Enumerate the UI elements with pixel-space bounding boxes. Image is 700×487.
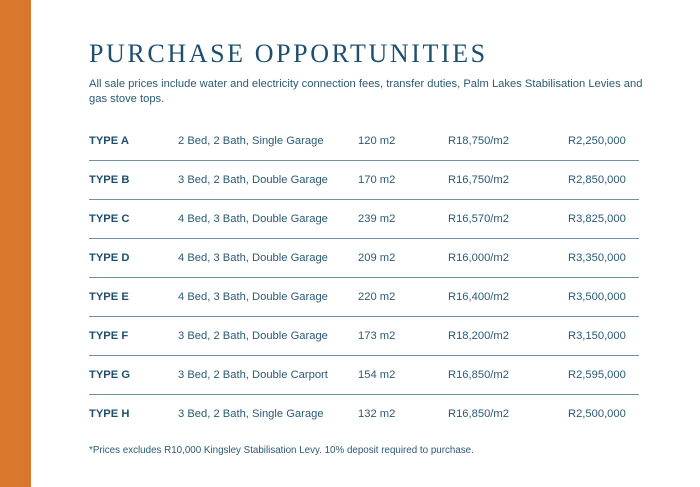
table-row (89, 317, 639, 356)
unit-description: 3 Bed, 2 Bath, Single Garage (178, 408, 324, 420)
unit-price: R3,825,000 (568, 213, 626, 225)
unit-size: 209 m2 (358, 252, 396, 264)
unit-description: 3 Bed, 2 Bath, Double Carport (178, 369, 328, 381)
unit-price: R2,595,000 (568, 369, 626, 381)
table-row (89, 122, 639, 161)
unit-type: TYPE F (89, 330, 129, 342)
unit-description: 4 Bed, 3 Bath, Double Garage (178, 252, 328, 264)
unit-size: 154 m2 (358, 369, 396, 381)
unit-rate: R18,750/m2 (448, 135, 509, 147)
table-row (89, 395, 639, 433)
unit-description: 4 Bed, 3 Bath, Double Garage (178, 291, 328, 303)
table-row (89, 161, 639, 200)
unit-description: 3 Bed, 2 Bath, Double Garage (178, 330, 328, 342)
unit-size: 170 m2 (358, 174, 396, 186)
unit-price: R3,350,000 (568, 252, 626, 264)
unit-type: TYPE A (89, 135, 129, 147)
table-row (89, 356, 639, 395)
footnote: *Prices excludes R10,000 Kingsley Stabilisation Levy. 10% deposit required to purchase. (89, 445, 474, 456)
unit-price: R2,850,000 (568, 174, 626, 186)
unit-size: 173 m2 (358, 330, 396, 342)
unit-type: TYPE B (89, 174, 130, 186)
intro-text: All sale prices include water and electricity connection fees, transfer duties, Palm Lakes Stabilisation Levies and gas stove tops. (89, 78, 643, 105)
unit-price: R3,150,000 (568, 330, 626, 342)
unit-rate: R16,850/m2 (448, 369, 509, 381)
unit-size: 239 m2 (358, 213, 396, 225)
unit-type: TYPE C (89, 213, 130, 225)
unit-rate: R16,000/m2 (448, 252, 509, 264)
unit-type: TYPE H (89, 408, 130, 420)
unit-description: 2 Bed, 2 Bath, Single Garage (178, 135, 324, 147)
unit-description: 3 Bed, 2 Bath, Double Garage (178, 174, 328, 186)
unit-size: 120 m2 (358, 135, 396, 147)
unit-size: 132 m2 (358, 408, 396, 420)
table-row (89, 278, 639, 317)
unit-rate: R18,200/m2 (448, 330, 509, 342)
table-row (89, 200, 639, 239)
unit-rate: R16,570/m2 (448, 213, 509, 225)
price-list (89, 38, 649, 456)
unit-price: R2,500,000 (568, 408, 626, 420)
unit-size: 220 m2 (358, 291, 396, 303)
unit-description: 4 Bed, 3 Bath, Double Garage (178, 213, 328, 225)
unit-rate: R16,400/m2 (448, 291, 509, 303)
unit-price: R3,500,000 (568, 291, 626, 303)
unit-type: TYPE E (89, 291, 129, 303)
accent-side-bar (0, 0, 31, 487)
unit-type: TYPE D (89, 252, 130, 264)
unit-price: R2,250,000 (568, 135, 626, 147)
pricing-table (89, 122, 639, 433)
unit-rate: R16,850/m2 (448, 408, 509, 420)
table-row (89, 239, 639, 278)
unit-type: TYPE G (89, 369, 131, 381)
page-title: PURCHASE OPPORTUNITIES (89, 39, 488, 68)
unit-rate: R16,750/m2 (448, 174, 509, 186)
